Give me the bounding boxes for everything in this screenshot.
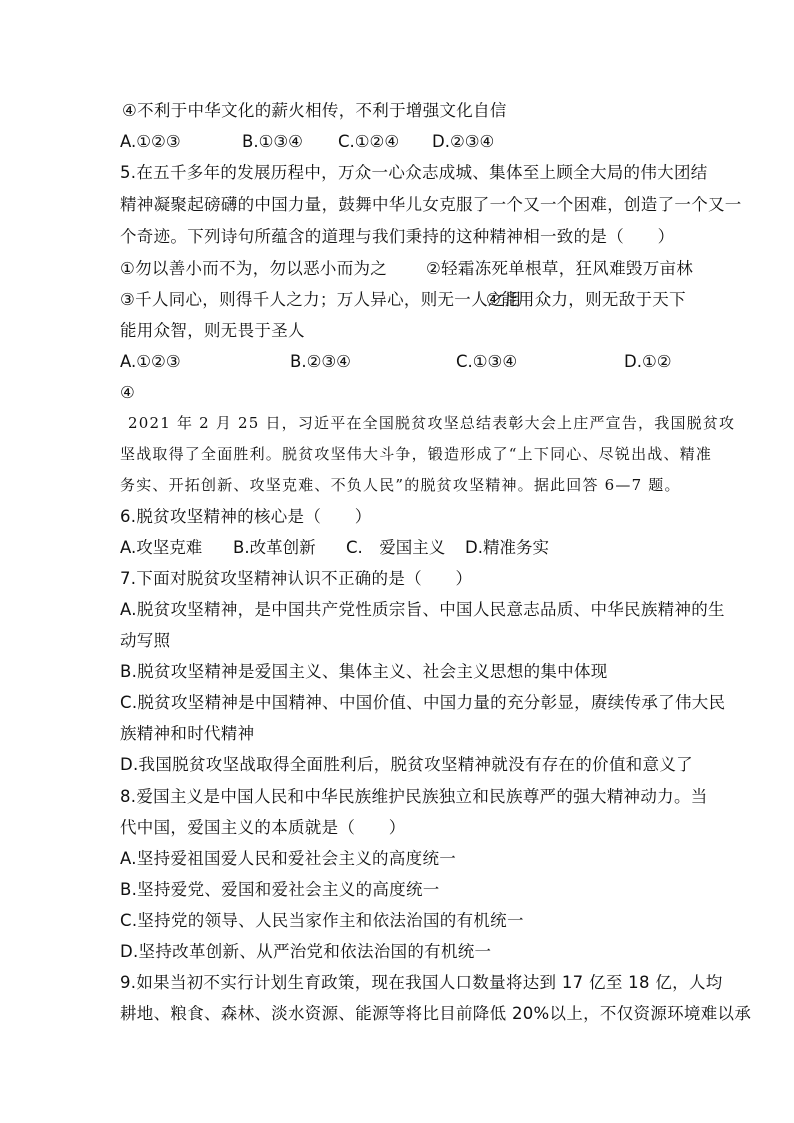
question-6-stem: 6.脱贫攻坚精神的核心是（ ）	[120, 507, 372, 526]
q8-choice-d: D.坚持改革创新、从严治党和依法治国的有机统一	[120, 942, 492, 961]
q5-statement-3: ③千人同心，则得千人之力；万人异心，则无一人之用	[120, 290, 522, 309]
q4-choice-a: A.①②③	[120, 132, 181, 151]
q5-choice-d-continued: ④	[120, 383, 135, 402]
q8-choice-a: A.坚持爱祖国爱人民和爱社会主义的高度统一	[120, 849, 457, 868]
question-5-stem-line-1: 5.在五千多年的发展历程中，万众一心众志成城、集体至上顾全大局的伟大团结	[120, 163, 708, 182]
q5-choice-a: A.①②③	[120, 352, 181, 371]
question-5-stem-line-3: 个奇迹。下列诗句所蕴含的道理与我们秉持的这种精神相一致的是（ ）	[120, 227, 675, 246]
material-line-2: 坚战取得了全面胜利。脱贫攻坚伟大斗争，锻造形成了“上下同心、尽锐出战、精准	[120, 445, 713, 463]
question-5-stem-line-2: 精神凝聚起磅礴的中国力量，鼓舞中华儿女克服了一个又一个困难，创造了一个又一	[120, 195, 742, 214]
material-line-3: 务实、开拓创新、攻坚克难、不负人民”的脱贫攻坚精神。据此回答 6—7 题。	[120, 476, 681, 494]
q8-choice-c: C.坚持党的领导、人民当家作主和依法治国的有机统一	[120, 911, 524, 930]
question-8-stem-line-1: 8.爱国主义是中国人民和中华民族维护民族独立和民族尊严的强大精神动力。当	[120, 787, 708, 806]
q8-choice-b: B.坚持爱党、爱国和爱社会主义的高度统一	[120, 880, 440, 899]
q7-choice-a-line-2: 动写照	[120, 631, 171, 650]
q5-choice-d: D.①②	[624, 352, 672, 371]
q7-choice-c-line-2: 族精神和时代精神	[120, 724, 255, 743]
question-7-stem: 7.下面对脱贫攻坚精神认识不正确的是（ ）	[120, 569, 473, 588]
material-line-1: 2021 年 2 月 25 日，习近平在全国脱贫攻坚总结表彰大会上庄严宣告，我国脱贫攻	[128, 414, 736, 432]
q5-choice-b: B.②③④	[290, 352, 351, 371]
q6-choice-b: B.改革创新	[233, 538, 316, 557]
question-4-option-4: ④不利于中华文化的薪火相传，不利于增强文化自信	[122, 101, 507, 120]
q4-choice-c: C.①②④	[338, 132, 400, 151]
q5-statement-1: ①勿以善小而不为，勿以恶小而为之	[120, 259, 388, 278]
q5-statement-4-continued: 能用众智，则无畏于圣人	[120, 321, 305, 340]
q7-choice-b: B.脱贫攻坚精神是爱国主义、集体主义、社会主义思想的集中体现	[120, 662, 608, 681]
question-8-stem-line-2: 代中国，爱国主义的本质就是（ ）	[120, 818, 406, 837]
question-9-stem-line-1: 9.如果当初不实行计划生育政策，现在我国人口数量将达到 17 亿至 18 亿，人均	[120, 973, 723, 992]
q6-choice-d: D.精准务实	[465, 538, 549, 557]
question-9-stem-line-2: 耕地、粮食、森林、淡水资源、能源等将比目前降低 20%以上，不仅资源环境难以承	[120, 1004, 752, 1023]
q6-choice-a: A.攻坚克难	[120, 538, 203, 557]
q5-statement-4: ④能用众力，则无敌于天下	[486, 290, 686, 309]
q6-choice-c: C. 爱国主义	[346, 538, 446, 557]
q4-choice-b: B.①③④	[242, 132, 303, 151]
q5-choice-c: C.①③④	[456, 352, 518, 371]
q7-choice-a-line-1: A.脱贫攻坚精神，是中国共产党性质宗旨、中国人民意志品质、中华民族精神的生	[120, 600, 725, 619]
q4-choice-d: D.②③④	[432, 132, 495, 151]
q7-choice-c-line-1: C.脱贫攻坚精神是中国精神、中国价值、中国力量的充分彰显，赓续传承了伟大民	[120, 693, 726, 712]
q7-choice-d: D.我国脱贫攻坚战取得全面胜利后，脱贫攻坚精神就没有存在的价值和意义了	[120, 755, 693, 774]
q5-statement-2: ②轻霜冻死单根草，狂风难毁万亩林	[426, 259, 694, 278]
